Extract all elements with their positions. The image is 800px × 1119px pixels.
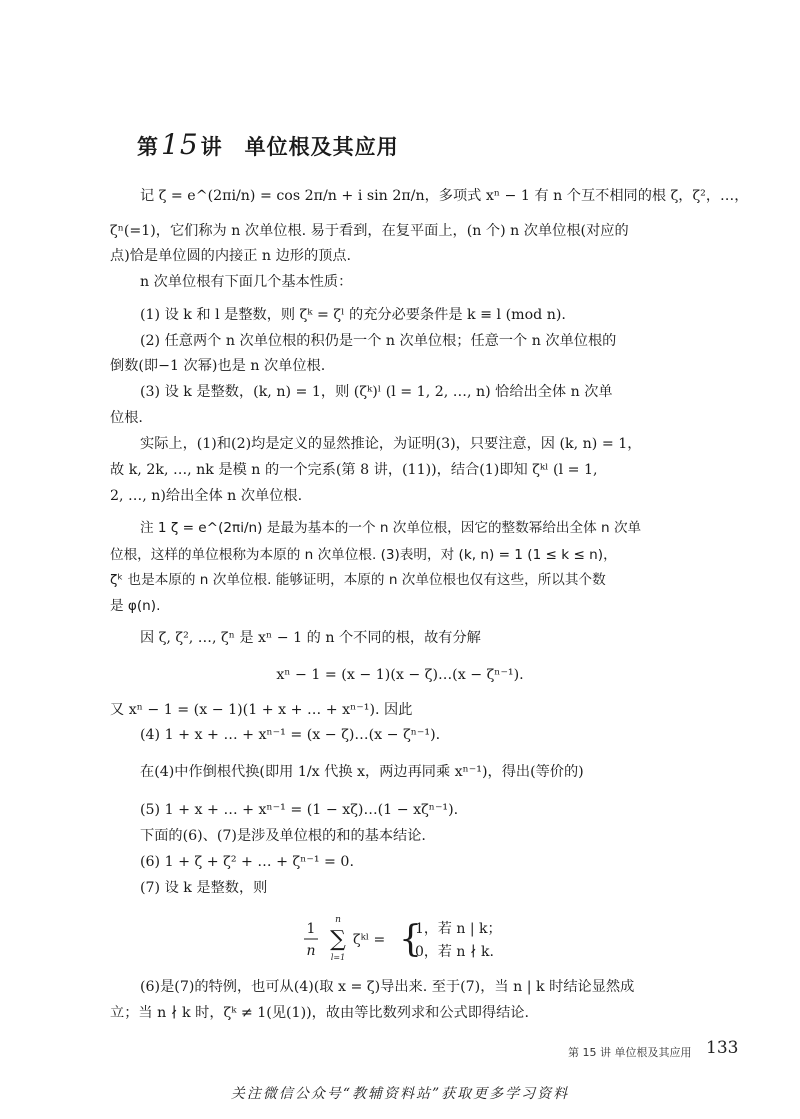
body-line: 因 ζ, ζ², …, ζⁿ 是 xⁿ − 1 的 n 个不同的根，故有分解 <box>140 630 481 646</box>
sigma-icon: ∑ <box>330 927 346 952</box>
body-line: 在(4)中作倒根代换(即用 1/x 代换 x，两边再同乘 xⁿ⁻¹)，得出(等价的) <box>140 764 584 780</box>
case-1: 1，若 n | k； <box>415 921 502 937</box>
chapter-title <box>137 128 399 161</box>
page-number: 133 <box>706 1038 739 1058</box>
body-line: 立；当 n ∤ k 时，ζᵏ ≠ 1(见(1))，故由等比数列求和公式即得结论. <box>110 1005 529 1021</box>
brace-icon: { <box>399 919 422 960</box>
body-line: 2, …, n)给出全体 n 次单位根. <box>110 488 303 504</box>
note-line: 是 φ(n). <box>110 598 161 614</box>
body-line: (6)是(7)的特例，也可从(4)(取 x = ζ)导出来. 至于(7)，当 n | k 时结论显然成 <box>140 979 635 995</box>
property-3: (3) 设 k 是整数，(k, n) = 1，则 (ζᵏ)ˡ (l = 1, 2, …, n) 恰给出全体 n 次单 <box>140 384 613 400</box>
body-line: 故 k, 2k, …, nk 是模 n 的一个完系(第 8 讲，(11))，结合(1)即知 ζᵏˡ (l = 1, <box>110 462 598 478</box>
body-line: 实际上，(1)和(2)均是定义的显然推论，为证明(3)，只要注意，因 (k, n) = 1， <box>140 436 642 452</box>
body-line: 点)恰是单位圆的内接正 n 边形的顶点. <box>110 248 352 264</box>
body-line: ζⁿ(=1)，它们称为 n 次单位根. 易于看到，在复平面上，(n 个) n 次单位根(对应的 <box>110 223 629 239</box>
body-line: 位根. <box>110 410 143 426</box>
property-1: (1) 设 k 和 l 是整数，则 ζᵏ = ζˡ 的充分必要条件是 k ≡ l (mod n). <box>140 307 566 323</box>
body-line: 下面的(6)、(7)是涉及单位根的和的基本结论. <box>140 828 426 844</box>
case-2: 0，若 n ∤ k. <box>415 944 494 960</box>
property-2: (2) 任意两个 n 次单位根的积仍是一个 n 次单位根；任意一个 n 次单位根的 <box>140 333 617 349</box>
note-line: 位根，这样的单位根称为本原的 n 次单位根. (3)表明，对 (k, n) = 1 (1 ≤ k ≤ n)， <box>110 547 617 563</box>
note-line: 注 1 ζ = e^(2πi/n) 是最为基本的一个 n 次单位根，因它的整数幂给出全体 n 次单 <box>140 520 642 536</box>
equation-4: (4) 1 + x + … + xⁿ⁻¹ = (x − ζ)…(x − ζⁿ⁻¹). <box>140 727 441 743</box>
body-line: n 次单位根有下面几个基本性质： <box>140 274 353 290</box>
fraction-numerator: 1 <box>306 921 316 937</box>
summand: ζᵏˡ = <box>353 932 386 948</box>
equation-5: (5) 1 + x + … + xⁿ⁻¹ = (1 − xζ)…(1 − xζⁿ⁻¹). <box>140 802 459 818</box>
equation-6: (6) 1 + ζ + ζ² + … + ζⁿ⁻¹ = 0. <box>140 854 354 870</box>
display-equation: xⁿ − 1 = (x − 1)(x − ζ)…(x − ζⁿ⁻¹). <box>276 667 524 683</box>
body-line: 倒数(即−1 次幂)也是 n 次单位根. <box>110 358 326 374</box>
chapter-number: 15 <box>161 128 199 161</box>
title-suffix: 讲 <box>200 135 223 159</box>
sum-formula <box>303 914 523 964</box>
title-prefix: 第 <box>137 135 159 159</box>
running-footer: 第 15 讲 单位根及其应用 <box>568 1046 692 1059</box>
sum-upper-limit: n <box>335 915 341 925</box>
chapter-name: 单位根及其应用 <box>244 135 399 159</box>
sum-formula-graphic <box>303 914 523 964</box>
note-line: ζᵏ 也是本原的 n 次单位根. 能够证明，本原的 n 次单位根也仅有这些，所以其个数 <box>110 572 606 588</box>
body-line: 记 ζ = e^(2πi/n) = cos 2π/n + i sin 2π/n，多项式 xⁿ − 1 有 n 个互不相同的根 ζ，ζ²，…， <box>140 188 749 204</box>
equation-7-intro: (7) 设 k 是整数，则 <box>140 880 268 896</box>
body-line: 又 xⁿ − 1 = (x − 1)(1 + x + … + xⁿ⁻¹). 因此 <box>110 702 413 718</box>
sum-lower-limit: l=1 <box>330 953 346 962</box>
fraction-denominator: n <box>306 943 316 959</box>
watermark-text: 关注微信公众号“教辅资料站”获取更多学习资料 <box>230 1086 570 1102</box>
